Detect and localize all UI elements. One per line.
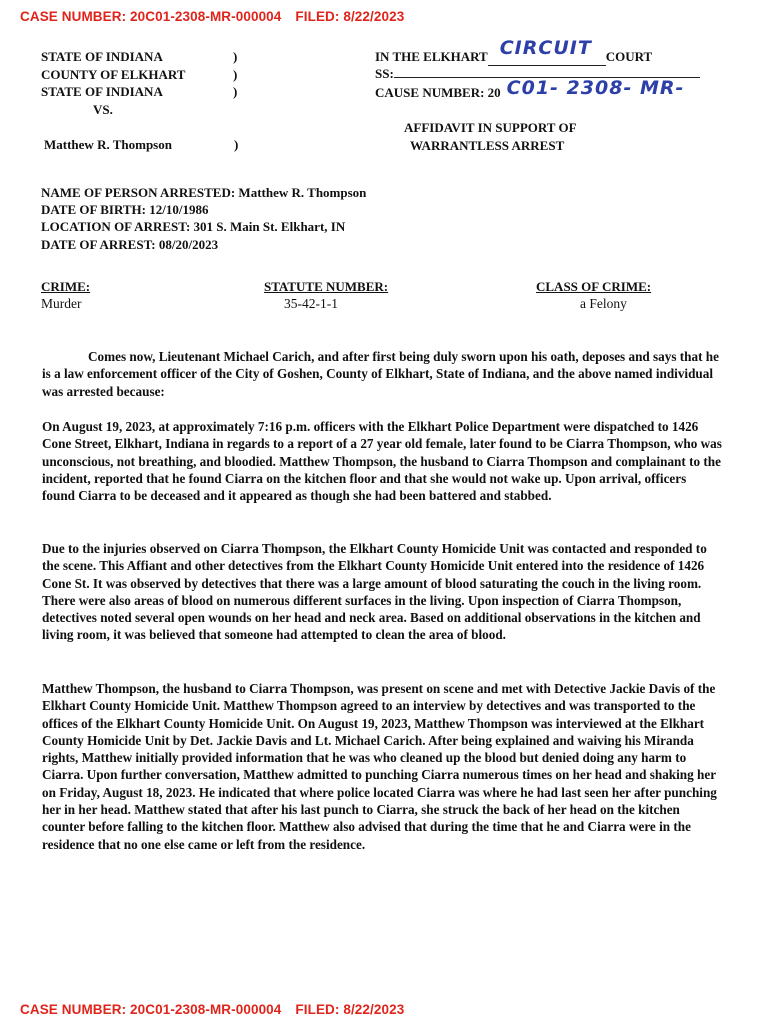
court-line xyxy=(375,36,653,66)
court-prefix: IN THE ELKHART xyxy=(375,49,488,64)
class-value: a Felony xyxy=(580,296,627,311)
statute-value: 35-42-1-1 xyxy=(284,296,338,311)
filed-date-stamp: FILED: 8/22/2023 xyxy=(295,9,405,24)
arrest-date: DATE OF ARREST: 08/20/2023 xyxy=(41,236,219,252)
arrest-location: LOCATION OF ARREST: 301 S. Main St. Elkhart, IN xyxy=(41,219,346,235)
crime-header: CRIME: xyxy=(41,279,91,294)
court-blank xyxy=(488,36,606,66)
paragraph-affiant-oath: Comes now, Lieutenant Michael Carich, and after first being duly sworn upon his oath, deposes and says that he is a law enforcement officer of the City of Goshen, County of Elkhart, State of Indiana, and the above named individual was arrested because: xyxy=(42,349,719,399)
caption-defendant: Matthew R. Thompson xyxy=(44,137,172,152)
paragraph-scene: Due to the injuries observed on Ciarra Thompson, the Elkhart County Homicide Unit was contacted and responded to the scene. This Affiant and other detectives from the Elkhart County Homicide Unit entered into the residence of 1426 Cone St. It was observed by detectives that there was a large amount of blood saturating the couch in the living room. There were also areas of blood on numerous different surfaces in the living. Upon inspection of Ciarra Thompson, detectives noted several open wounds on her head and neck area. Based on additional observations in the kitchen and living room, it was believed that someone had attempted to clean the area of blood. xyxy=(42,541,707,643)
class-header: CLASS OF CRIME: xyxy=(536,279,652,294)
caption-vs: VS. xyxy=(93,101,113,117)
filed-date-stamp: FILED: 8/22/2023 xyxy=(295,1002,405,1017)
court-suffix: COURT xyxy=(605,49,653,64)
court-handwritten: CIRCUIT xyxy=(499,36,592,59)
statute-header: STATUTE NUMBER: xyxy=(264,279,389,294)
case-number-stamp: CASE NUMBER: 20C01-2308-MR-000004 xyxy=(20,1002,282,1017)
cause-number-line xyxy=(375,77,685,102)
date-of-birth: DATE OF BIRTH: 12/10/1986 xyxy=(41,202,209,218)
arrestee-name: NAME OF PERSON ARRESTED: Matthew R. Thompson xyxy=(41,185,367,200)
affidavit-title: AFFIDAVIT IN SUPPORT OF WARRANTLESS ARREST xyxy=(404,120,577,153)
arrest-info xyxy=(41,184,366,253)
caption-left xyxy=(41,48,238,118)
caption-county-line: COUNTY OF ELKHART ) xyxy=(41,66,238,82)
paragraph-interview: Matthew Thompson, the husband to Ciarra Thompson, was present on scene and met with Detective Jackie Davis of the Elkhart County Homicide Unit. Matthew Thompson agreed to an interview by detectives and was transported to the offices of the Elkhart County Homicide Unit. On August 19, 2023, Matthew Thompson was interviewed at the Elkhart County Homicide Unit by Det. Jackie Davis and Lt. Michael Carich. After being explained and waiving his Miranda rights, Matthew initially provided information that he was who cleaned up the blood but denied doing any harm to Ciarra. Upon further conversation, Matthew admitted to punching Ciarra numerous times on her head and shaking her on Friday, August 18, 2023. He indicated that where police located Ciarra was where he had last seen her after punching her in her head. Matthew stated that after his last punch to Ciarra, she struck the back of her head on the kitchen counter before falling to the kitchen floor. Matthew also advised that during the time that he and Ciarra were in the residence that no one else came or left from the residence. xyxy=(42,681,717,852)
caption-plaintiff-line: STATE OF INDIANA ) xyxy=(41,84,238,99)
case-number-stamp: CASE NUMBER: 20C01-2308-MR-000004 xyxy=(20,9,282,24)
crime-value: Murder xyxy=(41,296,82,311)
filing-stamp-bottom xyxy=(20,1002,404,1017)
caption-state-line: STATE OF INDIANA ) xyxy=(41,49,238,64)
filing-stamp-top xyxy=(20,9,404,24)
ss-line: SS: xyxy=(375,65,700,83)
cause-number-label: CAUSE NUMBER: 20 xyxy=(375,85,501,100)
cause-number-handwritten: C01- 2308- MR- xyxy=(506,77,685,99)
paragraph-incident: On August 19, 2023, at approximately 7:16 p.m. officers with the Elkhart Police Department were dispatched to 1426 Cone Street, Elkhart, Indiana in regards to a report of a 27 year old female, later found to be Ciarra Thompson, who was unconscious, not breathing, and bloodied. Matthew Thompson, the husband to Ciarra Thompson and complainant to the incident, reported that he found Ciarra on the kitchen floor and that she would not wake up. Upon arrival, officers found Ciarra to be deceased and it appeared as though she had been battered and stabbed. xyxy=(42,419,722,504)
caption-defendant-paren: ) xyxy=(234,137,239,152)
